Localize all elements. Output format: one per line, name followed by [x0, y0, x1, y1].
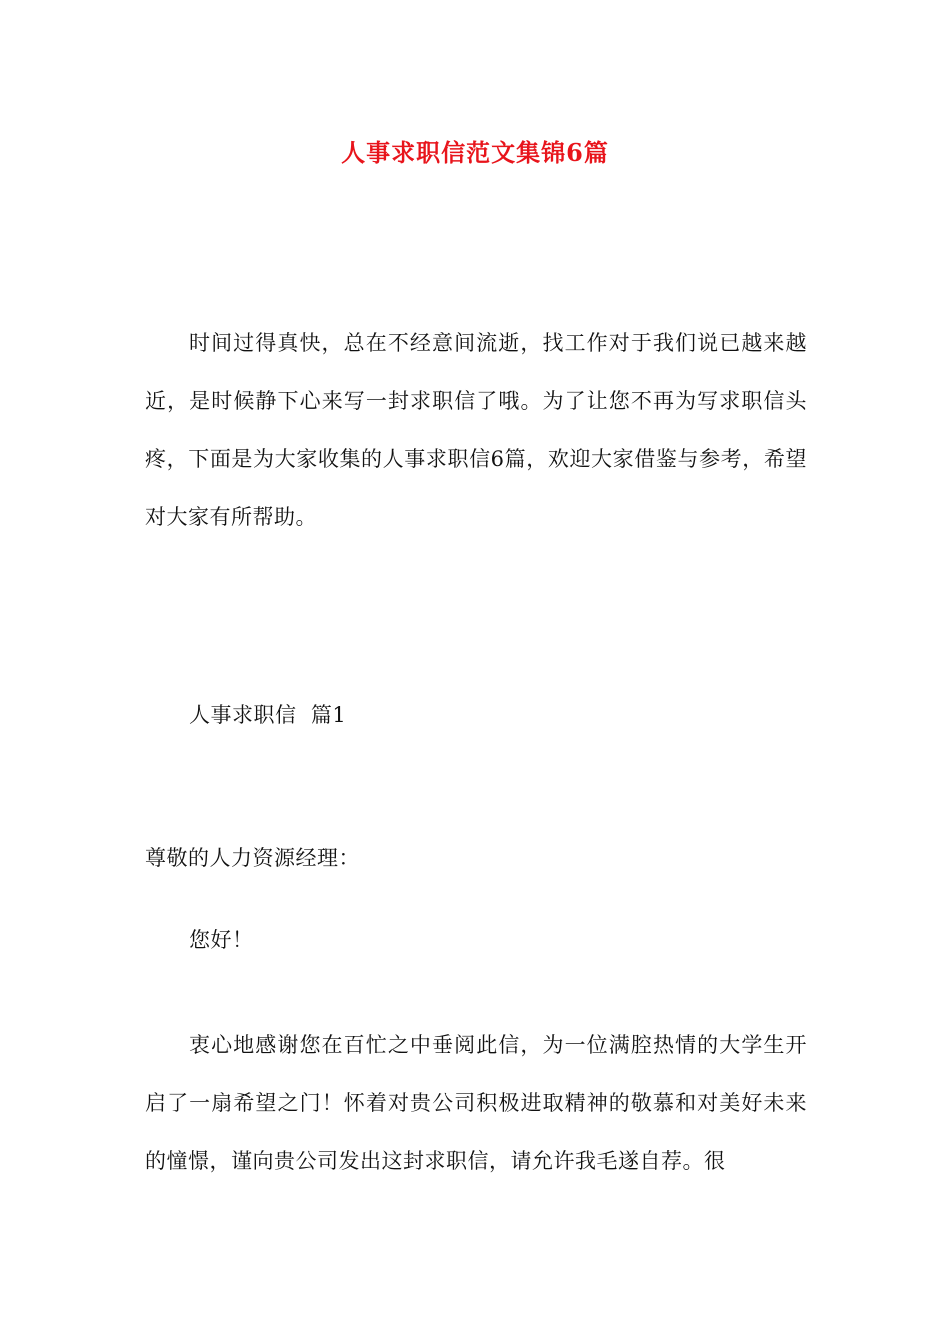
- section-heading: 人事求职信 篇1: [189, 703, 347, 727]
- intro-paragraph: 时间过得真快，总在不经意间流逝，找工作对于我们说已越来越近，是时候静下心来写一封求职信了哦。为了让您不再为写求职信头疼，下面是为大家收集的人事求职信6篇，欢迎大家借鉴与参考，希望对大家有所帮助。: [145, 331, 807, 529]
- document-title: 人事求职信范文集锦6篇: [341, 138, 609, 167]
- salutation: 尊敬的人力资源经理：: [145, 846, 360, 870]
- body-paragraph: 衷心地感谢您在百忙之中垂阅此信，为一位满腔热情的大学生开启了一扇希望之门！怀着对贵公司积极进取精神的敬慕和对美好未来的憧憬，谨向贵公司发出这封求职信，请允许我毛遂自荐。很: [145, 1033, 807, 1173]
- greeting: 您好！: [189, 928, 254, 952]
